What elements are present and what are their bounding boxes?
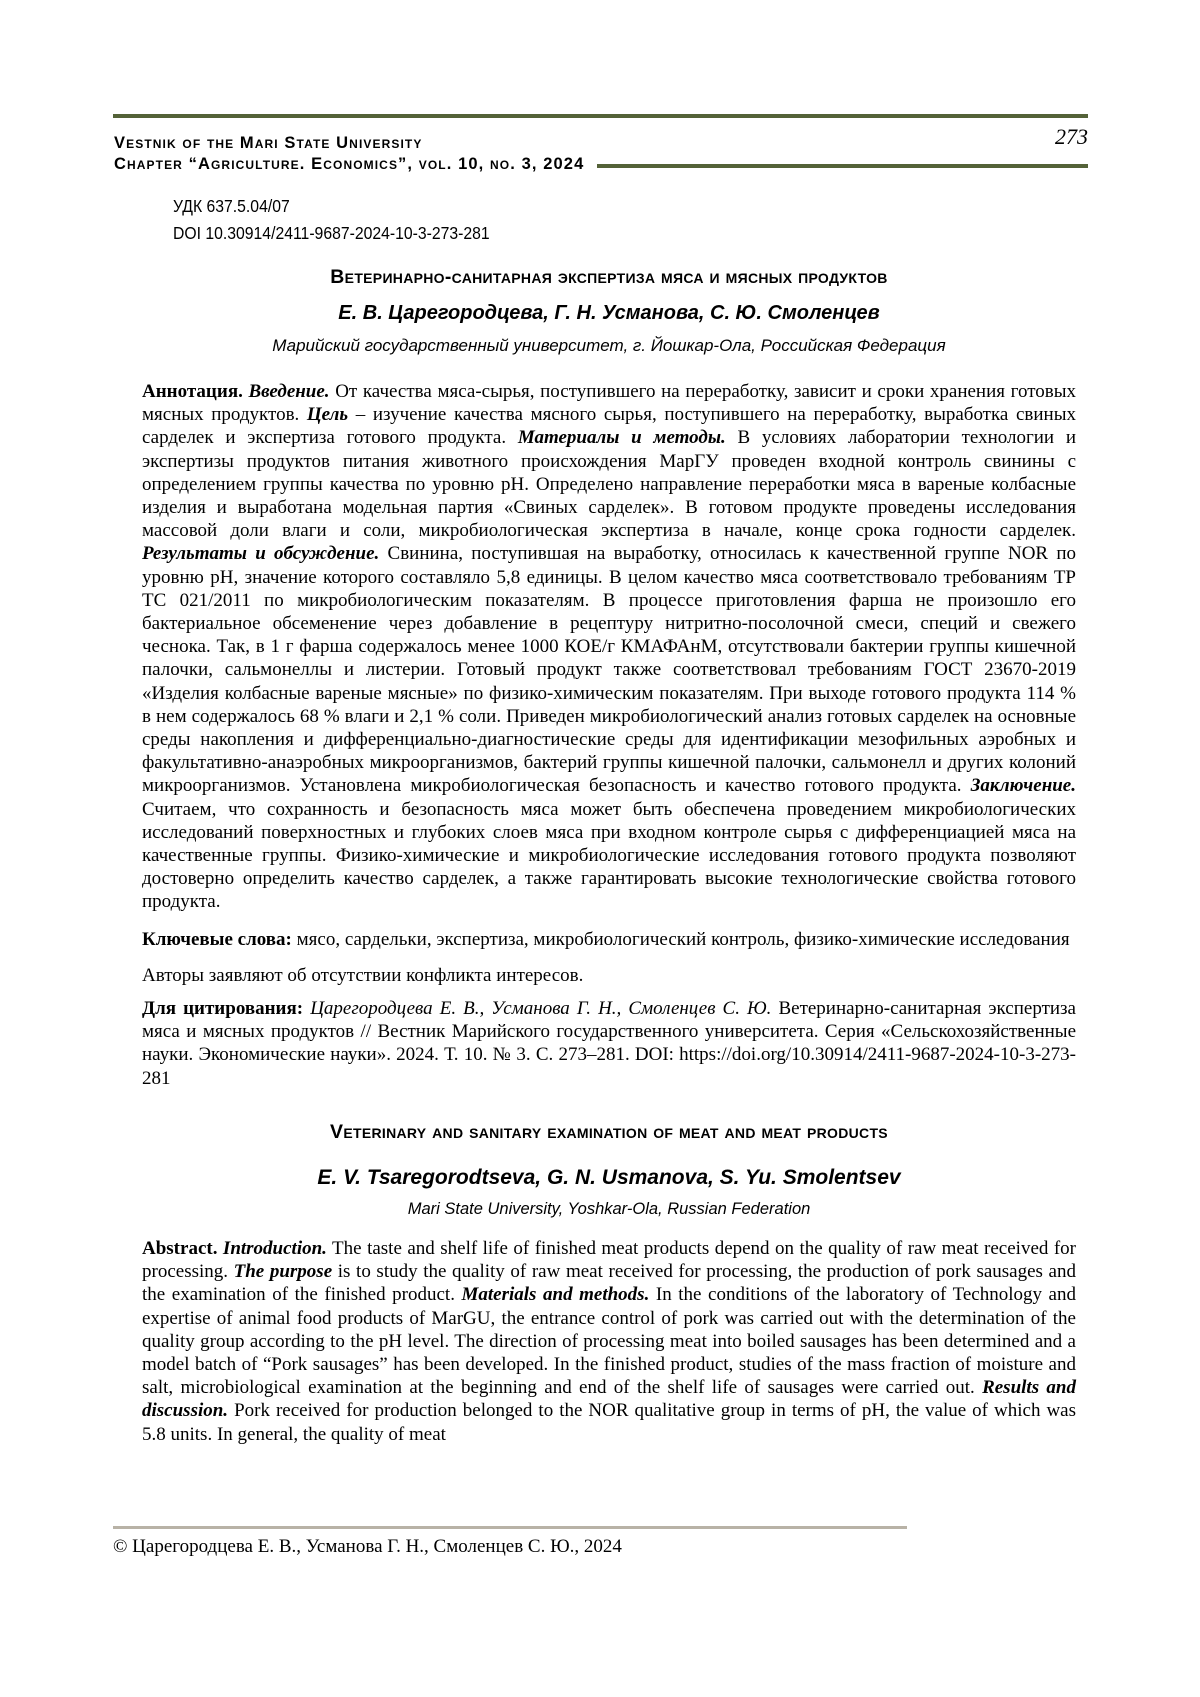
article-body [142,380,1076,1446]
header-side-rule [597,164,1088,168]
doi-code: DOI 10.30914/2411-9687-2024-10-3-273-281 [173,223,490,243]
udk-code: УДК 637.5.04/07 [173,196,290,216]
authors-ru: Е. В. Царегородцева, Г. Н. Усманова, С. Ю. Смоленцев [338,302,880,324]
affiliation-ru: Марийский государственный университет, г. Йошкар-Ола, Российская Федерация [272,336,946,355]
page-number: 273 [1055,124,1088,149]
journal-issue-row [114,155,1088,174]
journal-name: Vestnik of the Mari State University [114,134,423,152]
conflict-of-interest-statement: Авторы заявляют об отсутствии конфликта интересов. [142,964,584,986]
copyright-line: © Царегородцева Е. В., Усманова Г. Н., Смоленцев С. Ю., 2024 [113,1536,622,1557]
journal-issue: Chapter “Agriculture. Economics”, vol. 10, no. 3, 2024 [114,155,585,173]
affiliation-en: Mari State University, Yoshkar-Ola, Russian Federation [407,1199,811,1218]
footer-rule [113,1526,907,1529]
keywords-ru: Ключевые слова: мясо, сардельки, экспертиза, микробиологический контроль, физико-химические исследования [142,928,1070,950]
abstract-ru: Аннотация. Введение. От качества мяса-сырья, поступившего на переработку, зависит и сроки хранения готовых мясных продуктов. Цель – изучение качества мясного сырья, поступившего на переработку, выработка свиных сарделек и экспертиза готового продукта. Материалы и методы. В условиях лаборатории технологии и экспертизы продуктов питания животного происхождения МарГУ проведен входной контроль свинины с определением группы качества по уровню pH. Определено направление переработки мяса в вареные колбасные изделия и выработана модельная партия «Свиных сарделек». В готовом продукте проведены исследования массовой доли влаги и соли, микробиологическая экспертиза в начале, конце срока годности сарделек. Результаты и обсуждение. Свинина, поступившая на выработку, относилась к качественной группе NOR по уровню pH, значение которого составляло 5,8 единицы. В целом качество мяса соответствовало требованиям ТР ТС 021/2011 по микробиологическим показателям. В процессе приготовления фарша не произошло его бактериальное обсеменение через добавление в рецептуру нитритно-посолочной смеси, специй и свежего чеснока. Так, в 1 г фарша содержалось менее 1000 КОЕ/г КМАФАнМ, отсутствовали бактерии группы кишечной палочки, сальмонеллы и листерии. Готовый продукт также соответствовал требованиям ГОСТ 23670-2019 «Изделия колбасные вареные мясные» по физико-химическим показателям. При выходе готового продукта 114 % в нем содержалось 68 % влаги и 2,1 % соли. Приведен микробиологический анализ готовых сарделек на основные среды накопления и дифференциально-диагностические среды для идентификации мезофильных аэробных и факультативно-анаэробных микроорганизмов, бактерий группы кишечной палочки, сальмонелл и других колоний микроорганизмов. Установлена микробиологическая безопасность и качество готового продукта. Заключение. Считаем, что сохранность и безопасность мяса может быть обеспечена проведением микробиологических исследований поверхностных и глубоких слоев мяса при входном контроле сырья с дифференциацией мяса на качественные группы. Физико-химические и микробиологические исследования готового продукта позволяют достоверно определить качество сарделек, а также гарантировать высокие технологические свойства готового продукта. [142,381,1077,913]
header-top-rule [113,114,1088,118]
article-title-en: Veterinary and sanitary examination of meat and meat products [330,1120,888,1143]
citation-ru: Для цитирования: Царегородцева Е. В., Усманова Г. Н., Смоленцев С. Ю. Ветеринарно-санитарная экспертиза мяса и мясных продуктов // Вестник Марийского государственного университета. Серия «Сельскохозяйственные науки. Экономические науки». 2024. Т. 10. № 3. С. 273–281. DOI: https://doi.org/10.30914/2411-9687-2024-10-3-273-281 [142,998,1076,1089]
authors-en: E. V. Tsaregorodtseva, G. N. Usmanova, S. Yu. Smolentsev [317,1165,901,1189]
article-title-ru: Ветеринарно-санитарная экспертиза мяса и мясных продуктов [330,266,888,288]
abstract-en: Abstract. Introduction. The taste and shelf life of finished meat products depend on the quality of raw meat received for processing. The purpose is to study the quality of raw meat received for processing, the production of pork sausages and the examination of the finished product. Materials and methods. In the conditions of the laboratory of Technology and expertise of animal food products of MarGU, the entrance control of pork was carried out with the determination of the quality group according to the pH level. The direction of processing meat into boiled sausages has been determined and a model batch of “Pork sausages” has been developed. In the finished product, studies of the mass fraction of moisture and salt, microbiological examination at the beginning and end of the shelf life of sausages were carried out. Results and discussion. Pork received for production belonged to the NOR qualitative group in terms of pH, the value of which was 5.8 units. In general, the quality of meat [142,1237,1076,1445]
